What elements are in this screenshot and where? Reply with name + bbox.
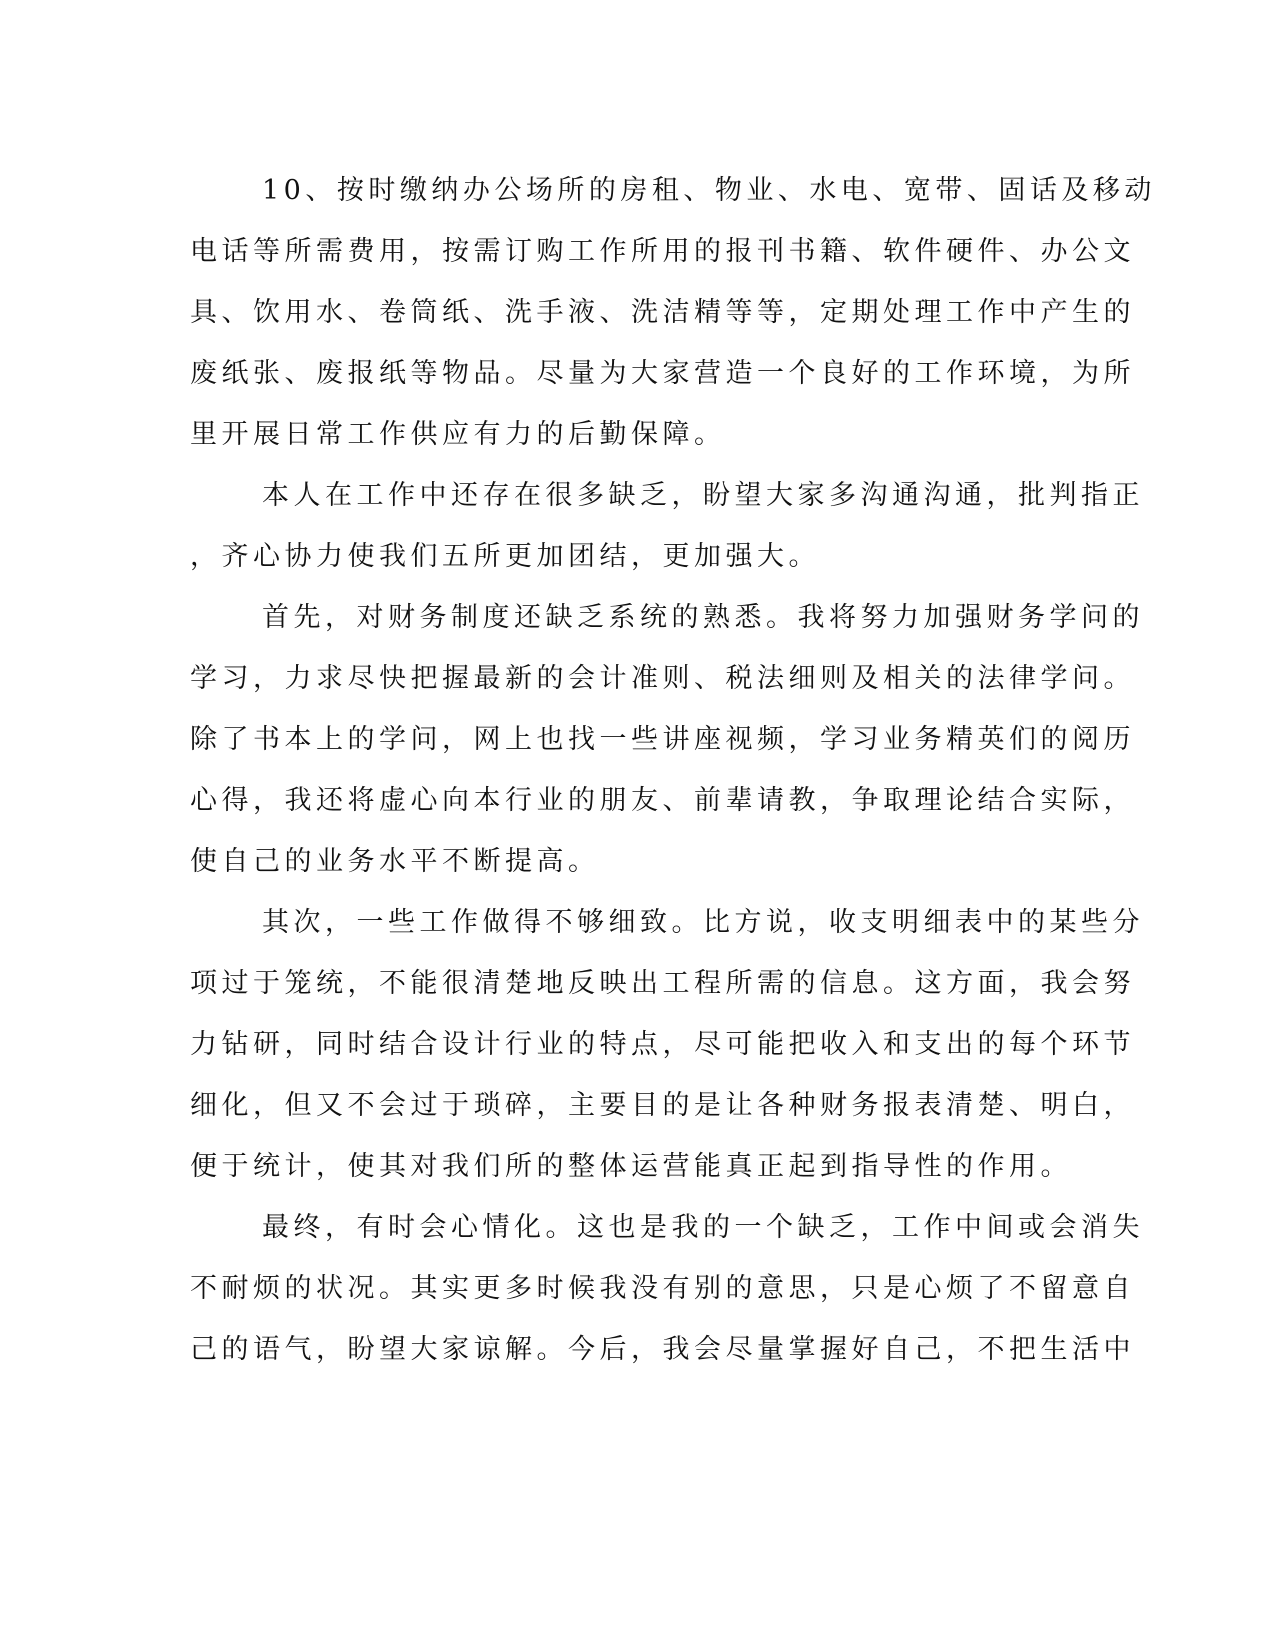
- paragraph-line: 首先，对财务制度还缺乏系统的熟悉。我将努力加强财务学问的: [262, 602, 1144, 633]
- paragraph-line: 项过于笼统，不能很清楚地反映出工程所需的信息。这方面，我会努: [190, 968, 1135, 999]
- body-text: [190, 160, 1156, 1380]
- paragraph-line: 力钻研，同时结合设计行业的特点，尽可能把收入和支出的每个环节: [190, 1029, 1135, 1060]
- paragraph-line: 其次，一些工作做得不够细致。比方说，收支明细表中的某些分: [262, 907, 1144, 938]
- paragraph-line: 本人在工作中还存在很多缺乏，盼望大家多沟通沟通，批判指正: [262, 480, 1144, 511]
- paragraph-line: 心得，我还将虚心向本行业的朋友、前辈请教，争取理论结合实际，: [190, 785, 1135, 816]
- paragraph-line: 最终，有时会心情化。这也是我的一个缺乏，工作中间或会消失: [262, 1212, 1144, 1243]
- paragraph-line: 电话等所需费用，按需订购工作所用的报刊书籍、软件硬件、办公文: [190, 236, 1135, 267]
- paragraph-line: 10、按时缴纳办公场所的房租、物业、水电、宽带、固话及移动: [262, 175, 1156, 206]
- paragraph-line: 己的语气，盼望大家谅解。今后，我会尽量掌握好自己，不把生活中: [190, 1334, 1135, 1365]
- paragraph-line: 废纸张、废报纸等物品。尽量为大家营造一个良好的工作环境，为所: [190, 358, 1135, 389]
- paragraph-line: 不耐烦的状况。其实更多时候我没有别的意思，只是心烦了不留意自: [190, 1273, 1135, 1304]
- paragraph-line: 使自己的业务水平不断提高。: [190, 846, 600, 877]
- paragraph-line: ，齐心协力使我们五所更加团结，更加强大。: [190, 541, 820, 572]
- paragraph-line: 具、饮用水、卷筒纸、洗手液、洗洁精等等，定期处理工作中产生的: [190, 297, 1135, 328]
- paragraph-line: 除了书本上的学问，网上也找一些讲座视频，学习业务精英们的阅历: [190, 724, 1135, 755]
- paragraph-line: 细化，但又不会过于琐碎，主要目的是让各种财务报表清楚、明白，: [190, 1090, 1135, 1121]
- paragraph-line: 里开展日常工作供应有力的后勤保障。: [190, 419, 726, 450]
- paragraph-line: 学习，力求尽快把握最新的会计准则、税法细则及相关的法律学问。: [190, 663, 1135, 694]
- paragraph-line: 便于统计，使其对我们所的整体运营能真正起到指导性的作用。: [190, 1151, 1072, 1182]
